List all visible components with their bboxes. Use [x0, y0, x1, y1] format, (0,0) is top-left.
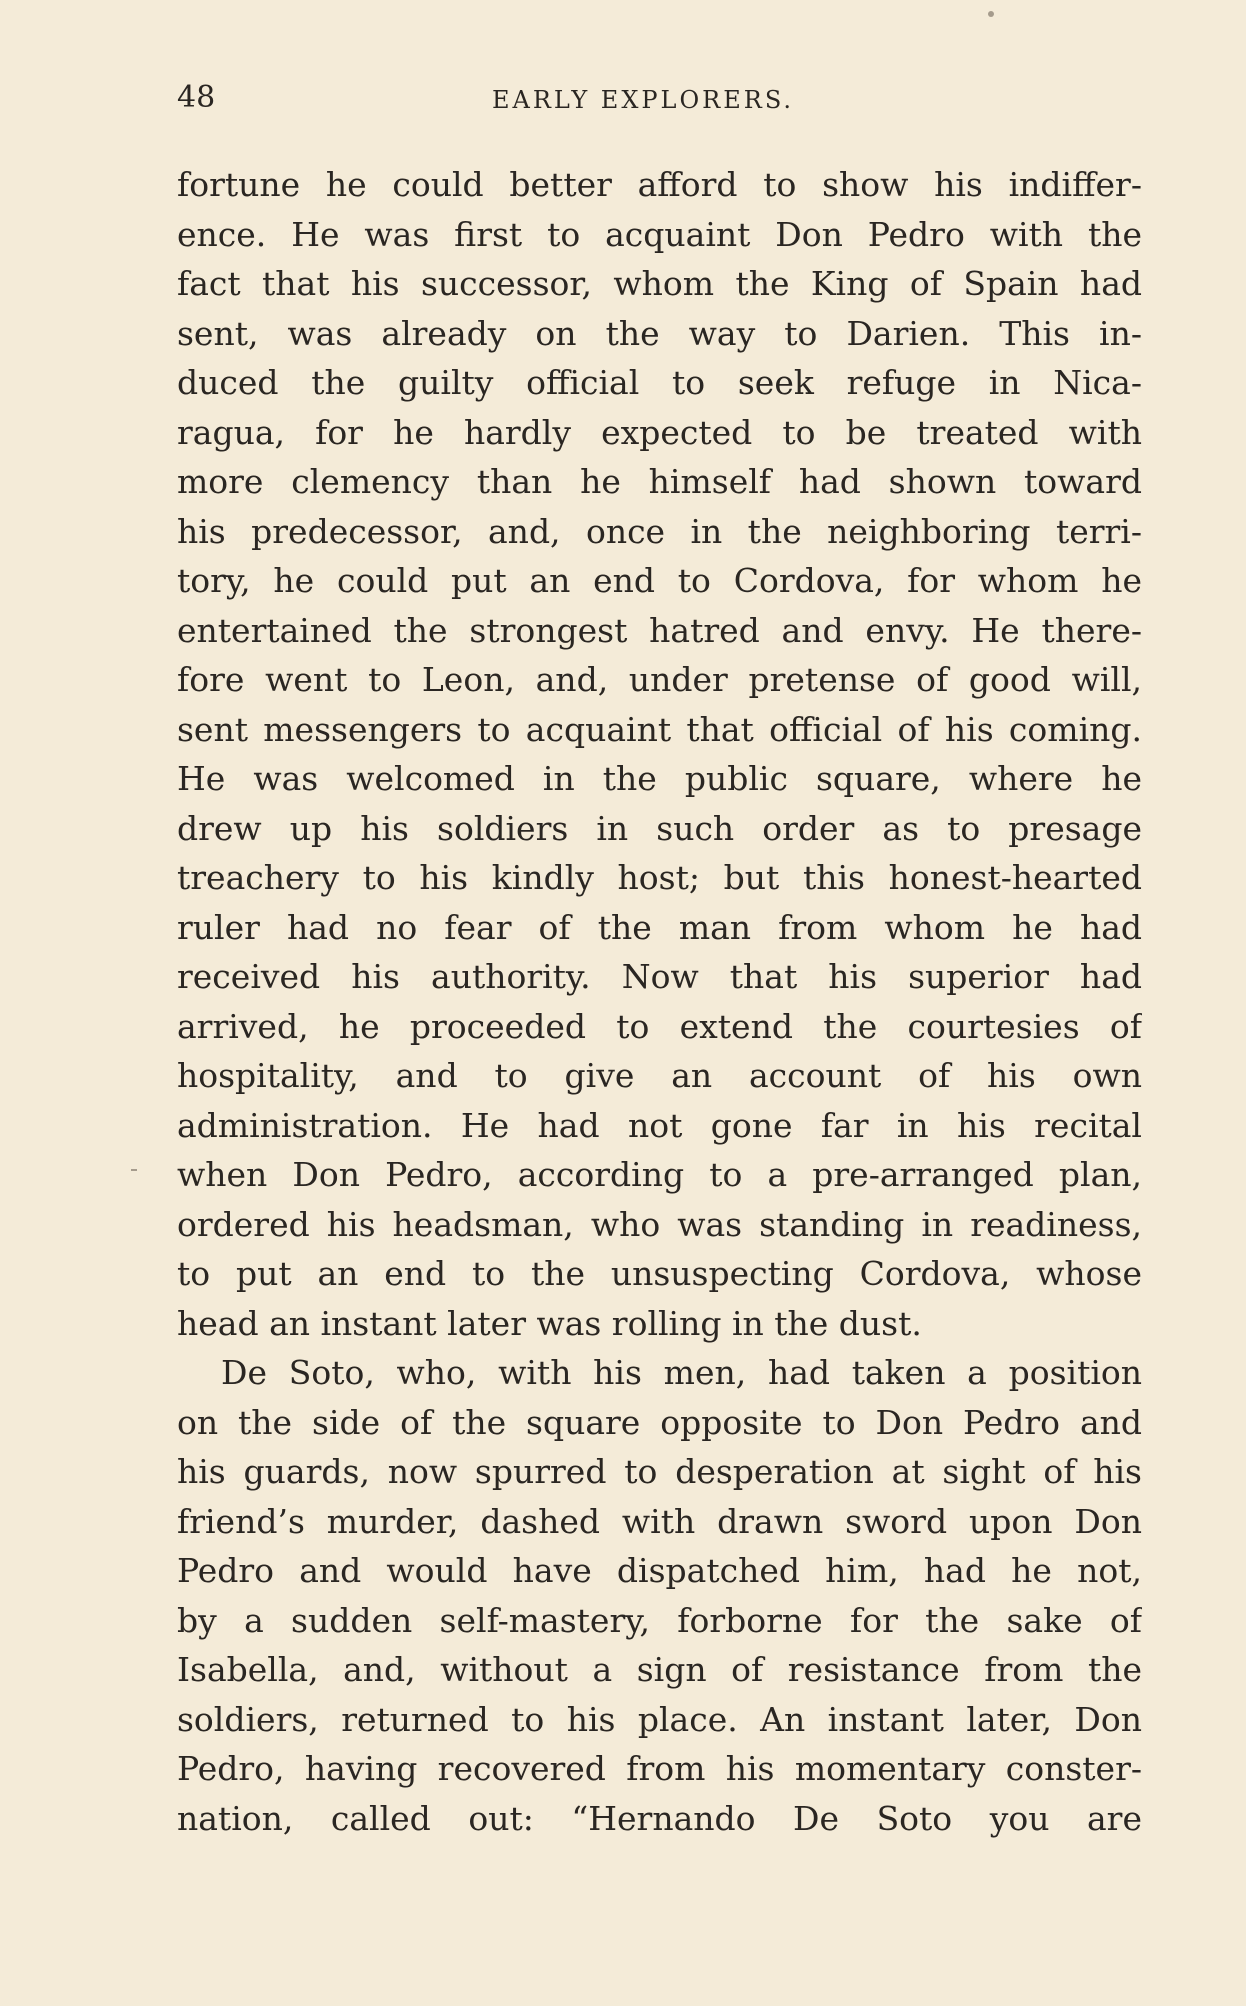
page-number: 48 [177, 80, 216, 115]
running-head: EARLY EXPLORERS. [492, 86, 795, 114]
text-line: Pedro and would have dispatched him, had he not, [177, 1551, 1142, 1590]
text-line: ragua, for he hardly expected to be treated with [177, 412, 1142, 452]
text-line: his guards, now spurred to desperation at sight of his [177, 1452, 1142, 1491]
text-line: arrived, he proceeded to extend the courtesies of [177, 1006, 1142, 1046]
text-line: ordered his headsman, who was standing in readiness, [177, 1204, 1142, 1244]
text-line: administration. He had not gone far in his recital [177, 1105, 1142, 1145]
text-line: duced the guilty official to seek refuge in Nica- [177, 363, 1142, 402]
margin-mark [131, 1169, 137, 1171]
text-line: sent messengers to acquaint that official of his coming. [177, 709, 1142, 749]
text-line: his predecessor, and, once in the neighboring terri- [177, 511, 1142, 551]
page-header [177, 80, 1147, 116]
text-line: on the side of the square opposite to Don Pedro and [177, 1402, 1142, 1442]
text-line: entertained the strongest hatred and envy. He there- [177, 610, 1142, 650]
text-line: ence. He was first to acquaint Don Pedro with the [177, 214, 1142, 254]
text-line: friend’s murder, dashed with drawn sword upon Don [177, 1501, 1142, 1541]
text-line: soldiers, returned to his place. An instant later, Don [177, 1699, 1142, 1739]
text-line: more clemency than he himself had shown toward [177, 462, 1142, 501]
text-line: when Don Pedro, according to a pre-arranged plan, [177, 1155, 1142, 1194]
text-line: Pedro, having recovered from his momentary conster- [177, 1749, 1142, 1788]
text-line: sent, was already on the way to Darien. This in- [177, 313, 1142, 353]
text-line: fortune he could better afford to show his indiffer- [177, 165, 1142, 204]
text-line: to put an end to the unsuspecting Cordova, whose [177, 1254, 1142, 1293]
text-line: He was welcomed in the public square, where he [177, 759, 1142, 798]
text-line: received his authority. Now that his superior had [177, 957, 1142, 996]
ink-speck [988, 11, 994, 17]
body-text [177, 160, 1142, 1843]
text-line: tory, he could put an end to Cordova, for whom he [177, 561, 1142, 600]
text-line: nation, called out: “Hernando De Soto you are [177, 1798, 1142, 1838]
text-line: fore went to Leon, and, under pretense of good will, [177, 660, 1142, 699]
paragraph-end-line: head an instant later was rolling in the dust. [177, 1303, 922, 1343]
text-line: hospitality, and to give an account of his own [177, 1056, 1142, 1095]
paragraph-start-line: De Soto, who, with his men, had taken a position [221, 1353, 1142, 1392]
text-line: fact that his successor, whom the King of Spain had [177, 264, 1142, 303]
text-line: ruler had no fear of the man from whom he had [177, 907, 1142, 947]
text-line: treachery to his kindly host; but this honest-hearted [177, 858, 1142, 897]
text-line: by a sudden self-mastery, forborne for the sake of [177, 1600, 1142, 1640]
text-line: Isabella, and, without a sign of resistance from the [177, 1650, 1142, 1689]
text-line: drew up his soldiers in such order as to presage [177, 808, 1142, 848]
